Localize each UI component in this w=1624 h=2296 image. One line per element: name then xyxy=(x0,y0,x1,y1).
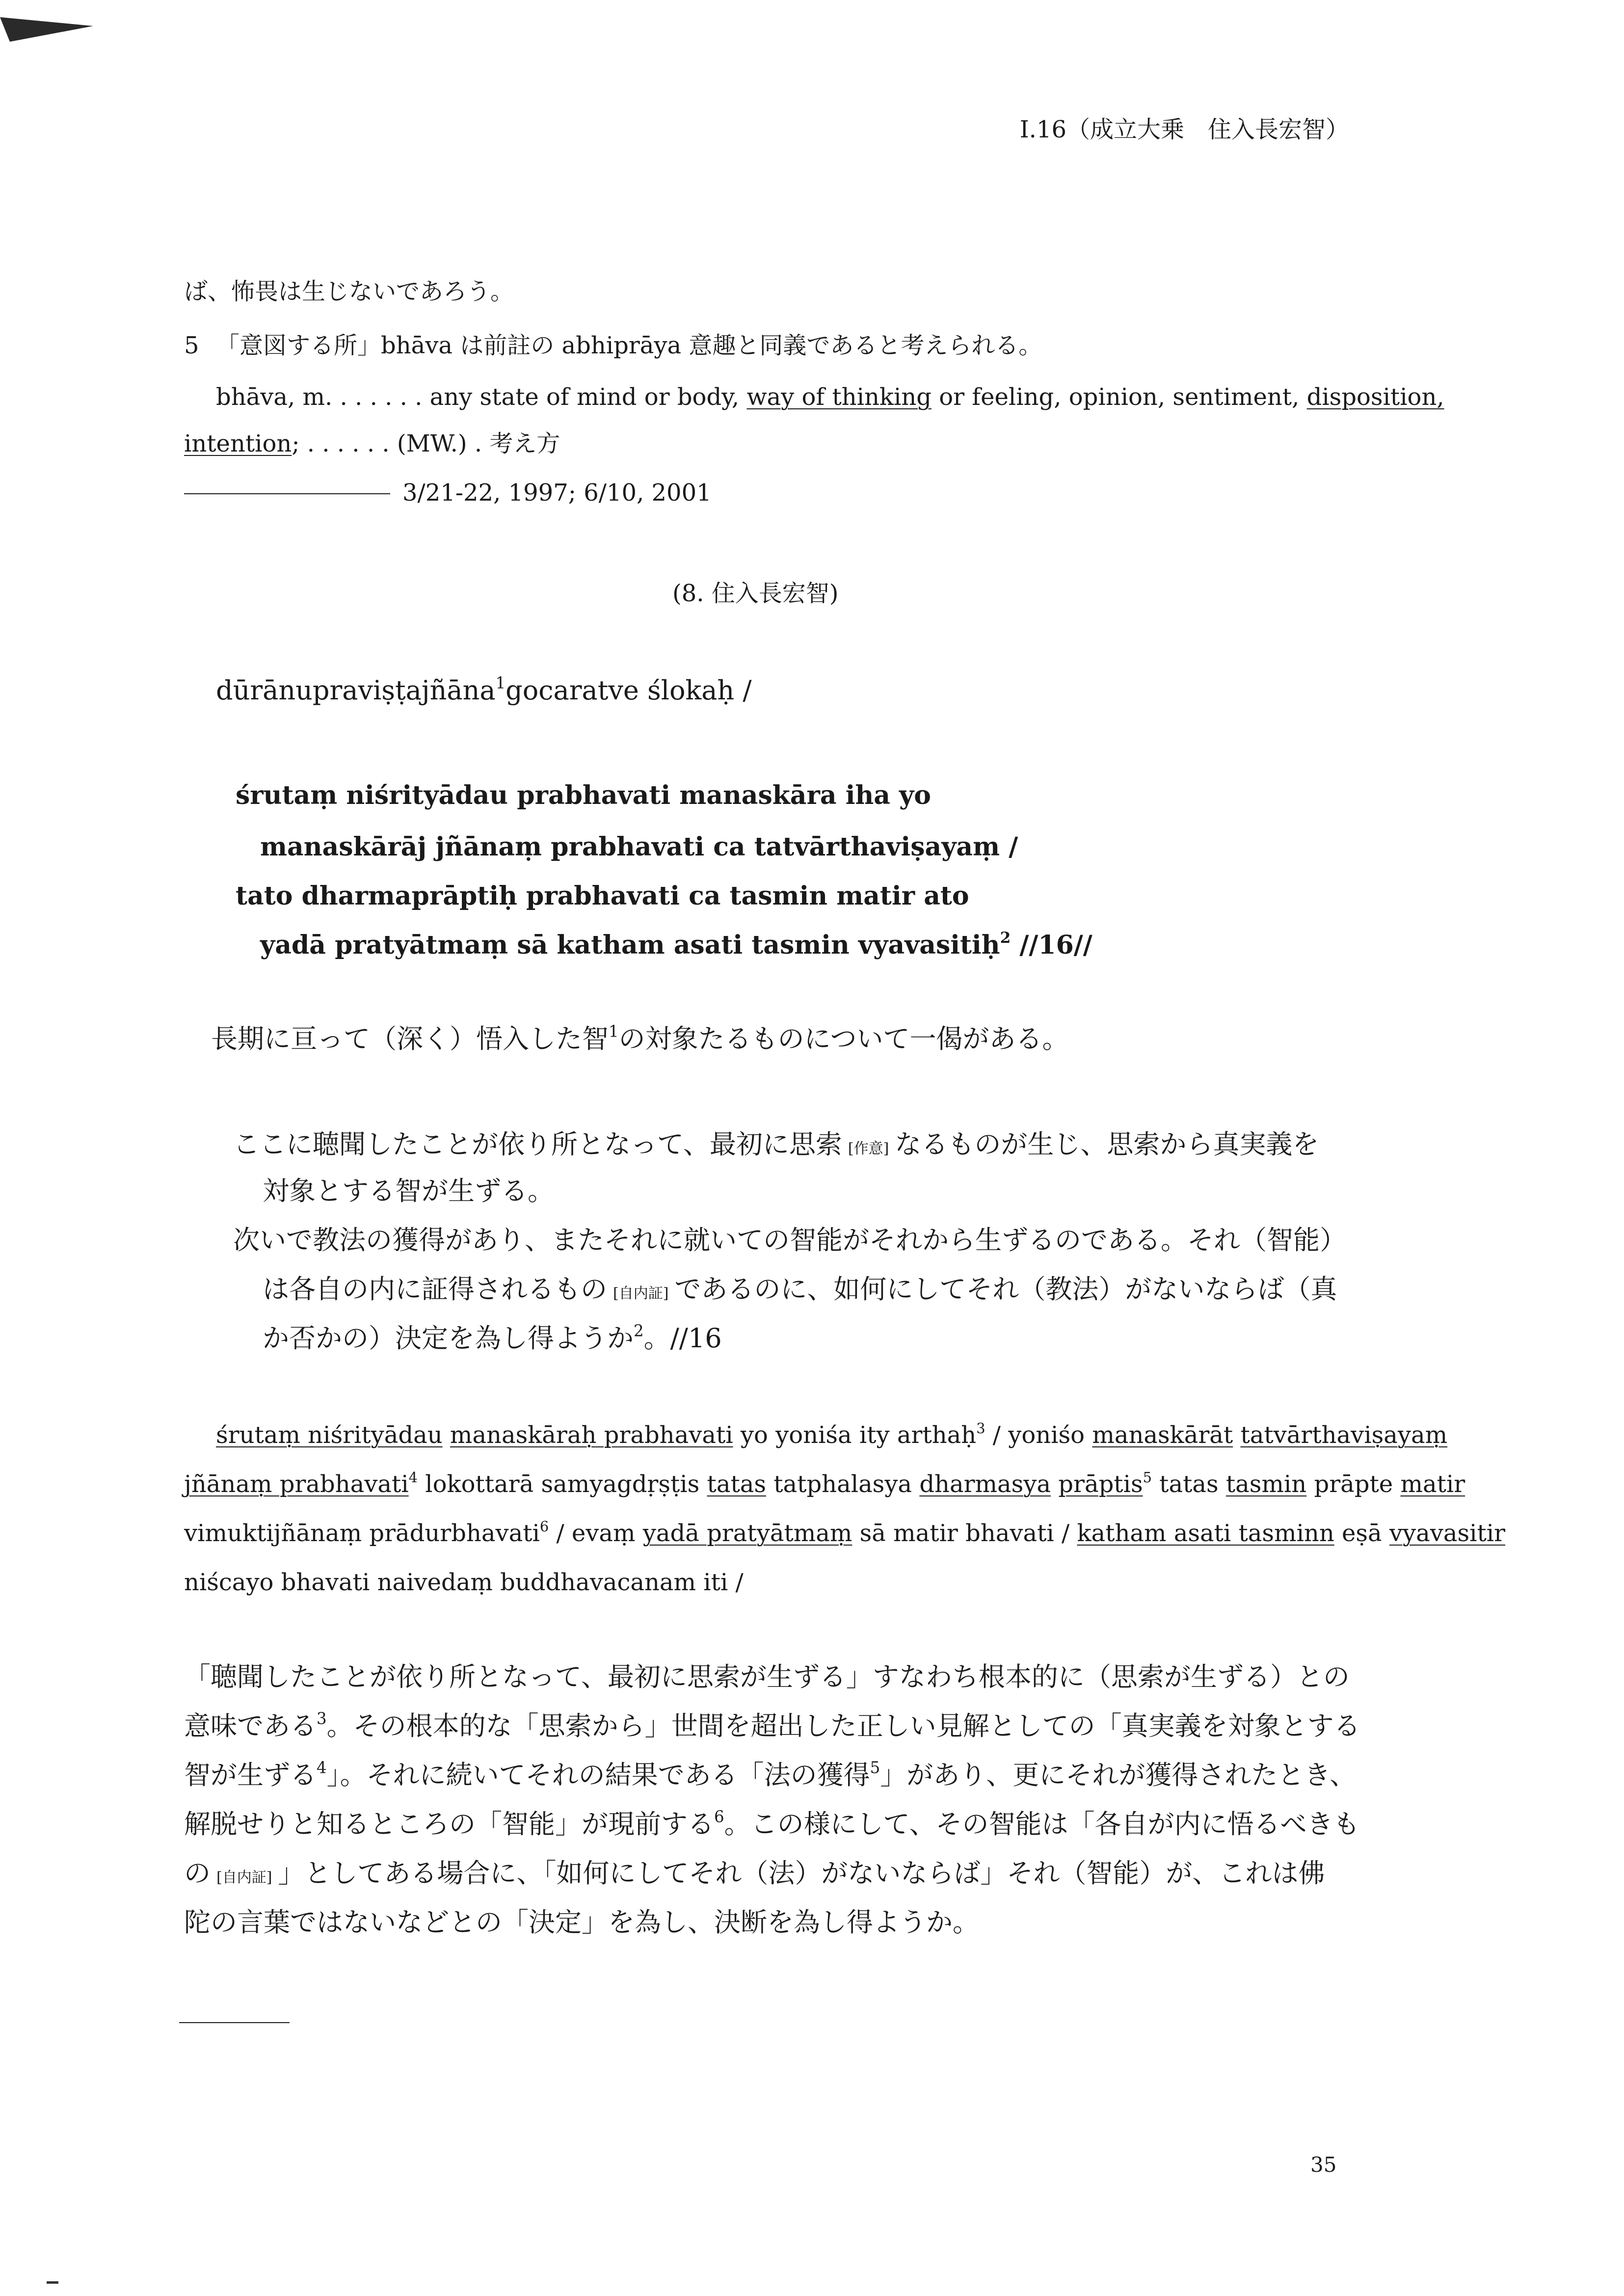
page-number: 35 xyxy=(1310,2153,1337,2177)
commentary-underlined-term: jñānaṃ prabhavati xyxy=(184,1470,409,1498)
verse-line-1: śrutaṃ niśrityādau prabhavati manaskāra iha yo xyxy=(236,780,931,810)
jp-commentary-text-2b: 。その根本的な「思索から」世間を超出した正しい見解としての「真実義を対象とする xyxy=(326,1710,1360,1741)
mw-tail: ; . . . . . . (MW.) . 考え方 xyxy=(292,430,560,457)
commentary-text: yo yoniśa ity arthaḥ xyxy=(733,1421,977,1449)
jp-commentary-line-3 xyxy=(184,1758,1357,1790)
jp-intro-rest: の対象たるものについて一偈がある。 xyxy=(618,1023,1069,1054)
commentary-line-1 xyxy=(216,1419,1448,1449)
note-continuation: ば、怖畏は生じないであろう。 xyxy=(184,278,514,305)
commentary-text: prāpte xyxy=(1306,1470,1401,1498)
commentary-footnote-ref: 6 xyxy=(539,1518,549,1535)
jp-commentary-text-5a: の xyxy=(184,1858,211,1889)
jp-commentary-ref-3: 3 xyxy=(317,1709,327,1728)
translation-line-1 xyxy=(233,1131,1319,1158)
commentary-text xyxy=(1233,1421,1240,1449)
verse-line-2: manaskārāj jñānaṃ prabhavati ca tatvārthaviṣayaṃ / xyxy=(260,832,1018,862)
translation-text-4b: であるのに、如何にしてそれ（教法）がないならば（真 xyxy=(674,1274,1337,1305)
scan-speck xyxy=(47,2281,61,2286)
note-5-text: 「意図する所」bhāva は前註の abhiprāya 意趣と同義であると考えられる。 xyxy=(216,332,1042,359)
commentary-underlined-term: dharmasya xyxy=(919,1470,1051,1498)
commentary-footnote-ref: 3 xyxy=(976,1419,985,1437)
commentary-underlined-term: manaskāraḥ prabhavati xyxy=(450,1421,733,1449)
commentary-footnote-ref: 5 xyxy=(1143,1468,1152,1486)
jp-commentary-text-5b: 」としてある場合に、「如何にしてそれ（法）がないならば」それ（智能）が、これは佛 xyxy=(278,1858,1325,1889)
footnote-ref-2: 2 xyxy=(1000,929,1011,947)
commentary-line-2 xyxy=(184,1468,1465,1498)
jp-commentary-ref-6: 6 xyxy=(714,1807,724,1826)
commentary-underlined-term: yadā pratyātmaṃ xyxy=(642,1520,852,1547)
mw-citation-line-2 xyxy=(184,432,560,455)
translation-footnote-ref-2: 2 xyxy=(634,1321,644,1340)
commentary-underlined-term: matir xyxy=(1400,1470,1465,1498)
verse-line-4-text: yadā pratyātmaṃ sā katham asati tasmin vyavasitiḥ xyxy=(260,930,1000,960)
commentary-line-3 xyxy=(184,1518,1506,1547)
verse-number: //16// xyxy=(1011,930,1092,960)
commentary-underlined-term: śrutaṃ niśrityādau xyxy=(216,1421,443,1449)
commentary-footnote-ref: 4 xyxy=(408,1468,418,1486)
translation-text-1b: なるものが生じ、思索から真実義を xyxy=(895,1129,1319,1160)
translation-line-4 xyxy=(263,1276,1337,1303)
mw-underlined-disposition: disposition, xyxy=(1306,383,1444,411)
mw-citation-line-1 xyxy=(216,385,1444,409)
commentary-text: eṣā xyxy=(1334,1520,1389,1547)
commentary-text: niścayo bhavati naivedaṃ buddhavacanam iti / xyxy=(184,1569,744,1596)
jp-commentary-text-3a: 智が生ずる xyxy=(184,1760,317,1790)
mw-underlined-intention: intention xyxy=(184,430,292,457)
commentary-text: / evaṃ xyxy=(549,1520,643,1547)
mw-underlined-way-of-thinking: way of thinking xyxy=(746,383,932,411)
jp-commentary-ref-5: 5 xyxy=(870,1758,880,1777)
gloss-jinaisho-2: [自内証] xyxy=(216,1869,272,1886)
scan-corner-mark xyxy=(0,12,98,47)
commentary-underlined-term: katham asati tasminn xyxy=(1077,1520,1334,1547)
commentary-underlined-term: tatas xyxy=(707,1470,766,1498)
running-head: I.16（成立大乗 住入長宏智） xyxy=(1019,116,1349,143)
commentary-text: sā matir bhavati / xyxy=(852,1520,1077,1547)
commentary-underlined-term: vyavasitir xyxy=(1389,1520,1506,1547)
translation-line-3: 次いで教法の獲得があり、またそれに就いての智能がそれから生ずるのである。それ（智能） xyxy=(233,1225,1346,1255)
footnote-separator xyxy=(179,2022,290,2023)
commentary-line-4 xyxy=(184,1571,744,1594)
jp-commentary-text-3b: 」。それに続いてそれの結果である「法の獲得 xyxy=(326,1760,870,1790)
sanskrit-intro xyxy=(216,673,752,706)
commentary-underlined-term: manaskārāt xyxy=(1092,1421,1233,1449)
jp-commentary-ref-4: 4 xyxy=(317,1758,327,1777)
jp-commentary-text-2a: 意味である xyxy=(184,1710,317,1741)
verse-line-4 xyxy=(260,929,1092,960)
jp-commentary-line-2 xyxy=(184,1709,1360,1741)
gloss-jinaisho: [自内証] xyxy=(613,1285,669,1302)
jp-commentary-line-6: 陀の言葉ではないなどとの「決定」を為し、決断を為し得ようか。 xyxy=(184,1907,979,1938)
mw-lead: bhāva, m. . . . . . . any state of mind or body, xyxy=(216,383,747,411)
note-dates: 3/21-22, 1997; 6/10, 2001 xyxy=(402,479,712,507)
commentary-text: tatas xyxy=(1151,1470,1226,1498)
commentary-text: vimuktijñānaṃ prādurbhavati xyxy=(184,1520,540,1547)
translation-text-4a: は各自の内に証得されるもの xyxy=(263,1274,607,1305)
mw-mid: or feeling, opinion, sentiment, xyxy=(931,383,1307,411)
jp-commentary-line-4 xyxy=(184,1807,1360,1840)
footnote-ref-1: 1 xyxy=(495,673,506,693)
date-rule xyxy=(184,493,390,494)
commentary-text xyxy=(443,1421,450,1449)
translation-line-2: 対象とする智が生ずる。 xyxy=(263,1175,554,1206)
jp-commentary-line-5 xyxy=(184,1860,1325,1887)
commentary-text: tatphalasya xyxy=(766,1470,920,1498)
translation-text-5b: 。//16 xyxy=(643,1323,722,1354)
gloss-sakui: [作意] xyxy=(848,1140,889,1157)
intro-rest: gocaratve ślokaḥ / xyxy=(506,675,752,706)
jp-intro xyxy=(211,1022,1069,1054)
commentary-text: / yoniśo xyxy=(985,1421,1092,1449)
jp-commentary-line-1: 「聴聞したことが依り所となって、最初に思索が生ずる」すなわち根本的に（思索が生ずる）との xyxy=(184,1661,1350,1692)
translation-text-5a: か否かの）決定を為し得ようか xyxy=(263,1323,634,1354)
note-5-number: 5 xyxy=(184,332,199,359)
jp-commentary-text-4b: 。この様にして、その智能は「各自が内に悟るべきも xyxy=(724,1809,1360,1840)
commentary-underlined-term: tasmin xyxy=(1225,1470,1307,1498)
translation-text-1a: ここに聴聞したことが依り所となって、最初に思索 xyxy=(233,1129,842,1160)
section-title: (8. 住入長宏智) xyxy=(672,580,839,607)
intro-compound: dūrānupraviṣṭajñāna xyxy=(216,675,496,706)
commentary-underlined-term: prāptis xyxy=(1058,1470,1143,1498)
commentary-text: lokottarā samyagdṛṣṭis xyxy=(417,1470,707,1498)
jp-footnote-ref-1: 1 xyxy=(609,1022,619,1041)
verse-line-3: tato dharmaprāptiḥ prabhavati ca tasmin matir ato xyxy=(236,881,969,911)
jp-commentary-text-4a: 解脱せりと知るところの「智能」が現前する xyxy=(184,1809,714,1840)
jp-intro-text: 長期に亘って（深く）悟入した智 xyxy=(211,1023,609,1054)
commentary-underlined-term: tatvārthaviṣayaṃ xyxy=(1240,1421,1448,1449)
commentary-text xyxy=(1051,1470,1058,1498)
jp-commentary-text-3c: 」があり、更にそれが獲得されたとき、 xyxy=(880,1760,1357,1790)
translation-line-5 xyxy=(263,1321,722,1354)
